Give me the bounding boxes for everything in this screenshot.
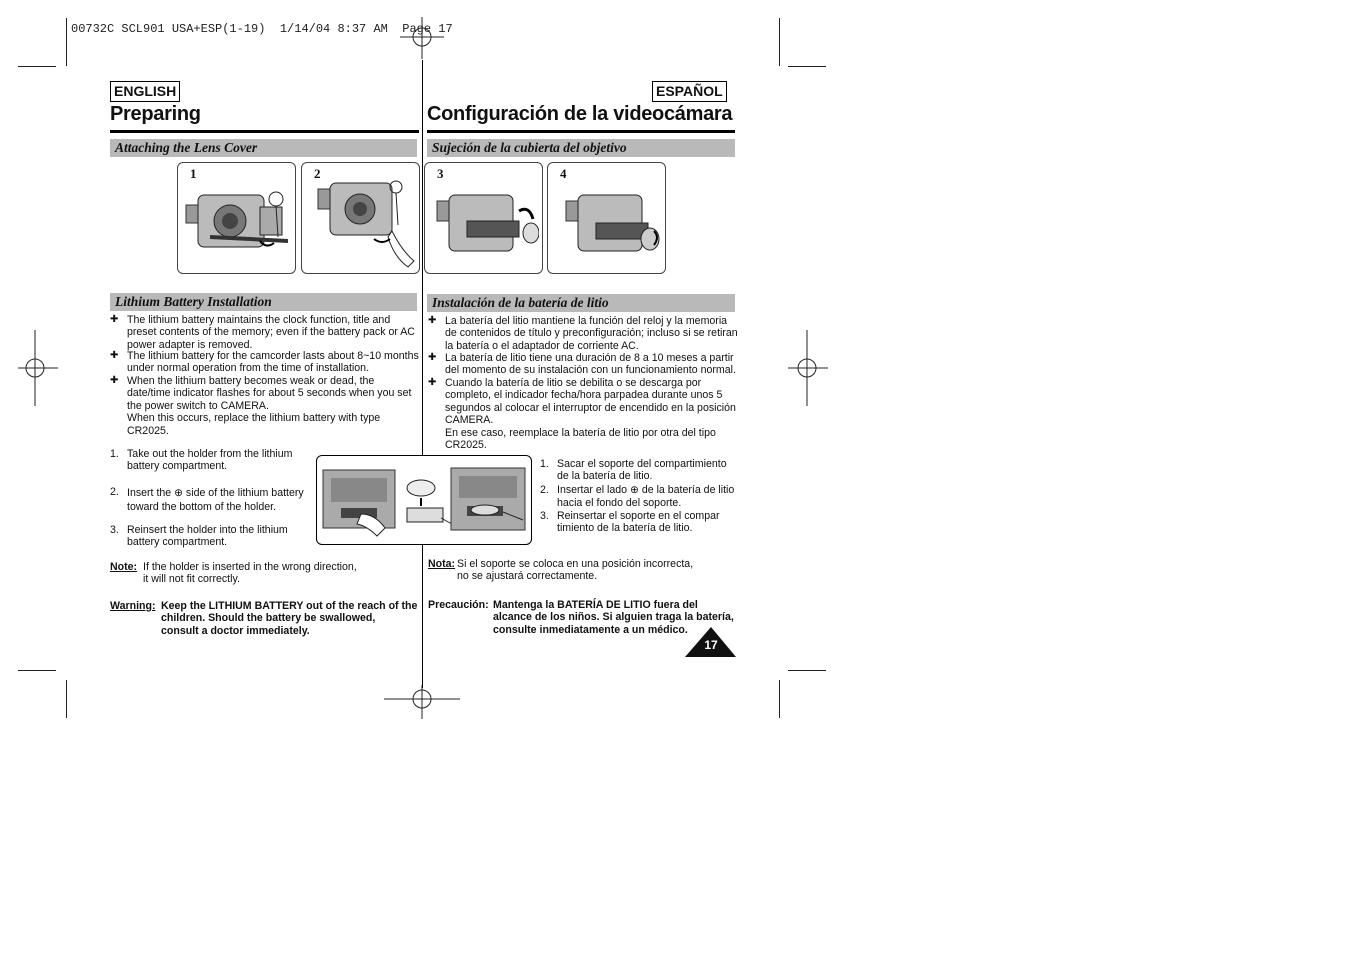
bullet-text: The lithium battery for the camcorder lasts about 8~10 months under normal operation from the time of installation. [127, 350, 419, 375]
bullet-text: When the lithium battery becomes weak or dead, the date/time indicator flashes for about 5 seconds when you set the power switch to CAMERA. When this occurs, replace the lithium battery with type CR2025. [127, 375, 412, 437]
print-header: 00732C SCL901 USA+ESP(1-19) 1/14/04 8:37 AM Page 17 [71, 22, 453, 36]
registration-mark-left [18, 330, 58, 406]
lens-figure-4 [547, 162, 666, 274]
crop-mark [788, 66, 826, 67]
crop-mark [18, 670, 56, 671]
section-lens-es: Sujeción de la cubierta del objetivo [427, 139, 735, 157]
step-number: 3. [540, 510, 549, 522]
spanish-title: Configuración de la videocámara [427, 103, 733, 125]
figure-number: 1 [190, 166, 197, 181]
bullet-icon: ✚ [428, 315, 437, 326]
figure-number: 2 [314, 166, 321, 181]
lens-figure-3 [424, 162, 543, 274]
step-number: 1. [540, 458, 549, 470]
crop-mark [66, 18, 67, 66]
step-text: Reinsertar el soporte en el compar timiento de la batería de litio. [557, 510, 720, 535]
camcorder-illustration [550, 181, 662, 269]
section-lens-en: Attaching the Lens Cover [110, 139, 417, 157]
note-text-es: Si el soporte se coloca en una posición incorrecta, [457, 558, 694, 570]
note-label-es: Nota: [428, 558, 456, 570]
warning-label-es: Precaución: [428, 599, 489, 611]
step-number: 2. [110, 486, 119, 498]
camcorder-illustration [427, 181, 539, 269]
english-badge: ENGLISH [110, 81, 180, 102]
page-number: 17 [704, 638, 718, 652]
crop-mark [66, 680, 67, 718]
crop-mark [788, 670, 826, 671]
bullet-icon: ✚ [110, 375, 119, 386]
center-divider [422, 60, 423, 688]
step-number: 2. [540, 484, 549, 496]
warning-label-en: Warning: [110, 600, 156, 612]
battery-holder-illustration [321, 464, 527, 540]
crop-mark [779, 18, 780, 66]
lens-figure-1 [177, 162, 296, 274]
battery-figure [316, 455, 532, 545]
step-number: 3. [110, 524, 119, 536]
bullet-text: The lithium battery maintains the clock function, title and preset contents of the memory; even if the battery pack or AC power adapter is removed. [127, 314, 415, 351]
step-number: 1. [110, 448, 119, 460]
step-text: Take out the holder from the lithium battery compartment. [127, 448, 293, 473]
note-label-en: Note: [110, 561, 138, 573]
bullet-icon: ✚ [428, 352, 437, 363]
warning-text-en: Keep the LITHIUM BATTERY out of the reach of the children. Should the battery be swallowed, consult a doctor immediately. [161, 600, 418, 637]
section-battery-es: Instalación de la batería de litio [427, 294, 735, 312]
lens-figure-2 [301, 162, 420, 274]
title-rule-left [110, 130, 419, 133]
note-text-en-2: it will not fit correctly. [143, 573, 240, 585]
english-title: Preparing [110, 103, 201, 125]
bullet-text: La batería de litio tiene una duración de 8 a 10 meses a partir del momento de su instalación con un funcionamiento normal. [445, 352, 736, 377]
figure-number: 4 [560, 166, 567, 181]
crop-mark [779, 680, 780, 718]
note-text-es-2: no se ajustará correctamente. [457, 570, 598, 582]
camcorder-illustration [304, 175, 416, 271]
section-battery-en: Lithium Battery Installation [110, 293, 417, 311]
figure-number: 3 [437, 166, 444, 181]
step-text: Insert the ⊕ side of the lithium battery toward the bottom of the holder. [127, 487, 304, 513]
camcorder-illustration [180, 181, 292, 269]
bullet-icon: ✚ [110, 314, 119, 325]
bullet-icon: ✚ [428, 377, 437, 388]
crop-mark [18, 66, 56, 67]
spanish-badge: ESPAÑOL [652, 81, 727, 102]
step-text: Reinsert the holder into the lithium battery compartment. [127, 524, 288, 549]
title-rule-right [427, 130, 735, 133]
warning-text-es: Mantenga la BATERÍA DE LITIO fuera del alcance de los niños. Si alguien traga la batería, consulte inmediatamente a un médico. [493, 599, 734, 636]
step-text: Insertar el lado ⊕ de la batería de litio hacia el fondo del soporte. [557, 484, 735, 509]
bullet-text: La batería del litio mantiene la función del reloj y la memoria de contenidos de título y preconfiguración; incluso si se retiran la batería o el adaptador de corriente AC. [445, 315, 738, 352]
note-text-en: If the holder is inserted in the wrong direction, [143, 561, 357, 573]
bullet-text: Cuando la batería de litio se debilita o se descarga por completo, el indicador fecha/hora parpadea durante unos 5 segundos al colocar el interruptor de encendido en la posición CAMERA. En ese caso, reemplace la batería de litio por otra del tipo CR2025. [445, 377, 736, 452]
bullet-icon: ✚ [110, 350, 119, 361]
registration-mark-right [788, 330, 828, 406]
registration-mark-bottom [384, 685, 460, 719]
step-text: Sacar el soporte del compartimiento de la batería de litio. [557, 458, 727, 483]
